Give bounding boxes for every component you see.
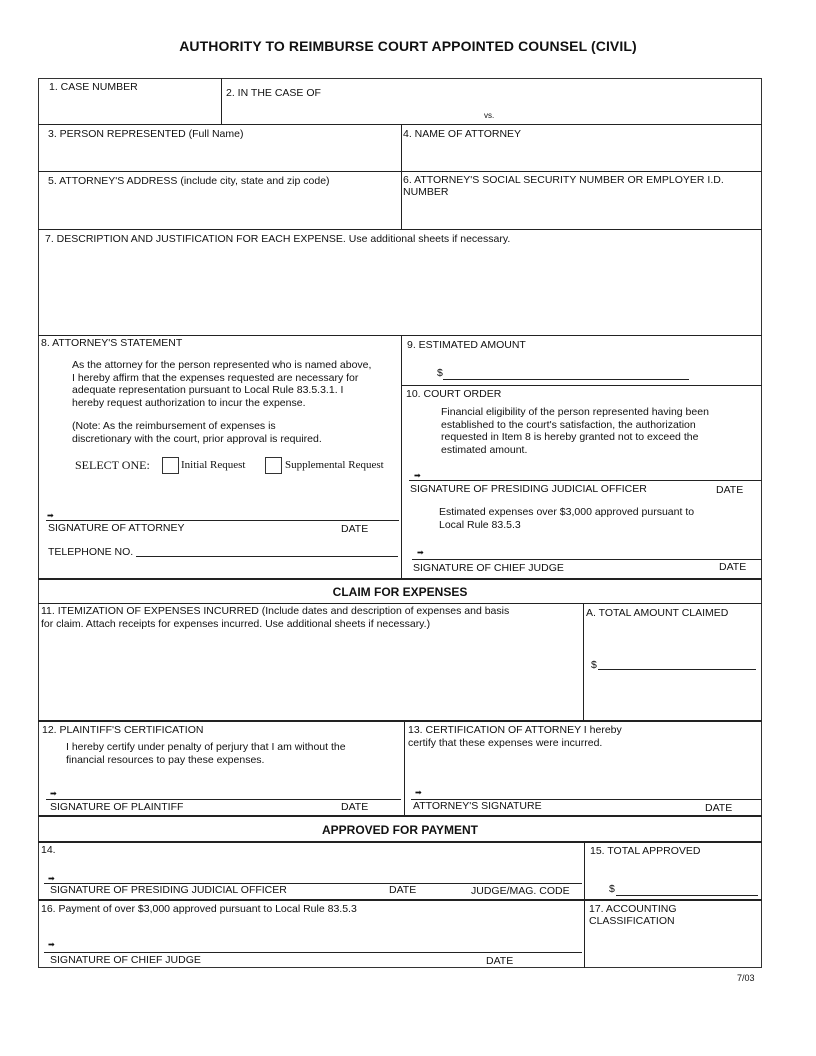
supplemental-request-label: Supplemental Request bbox=[285, 459, 384, 471]
telephone-label: TELEPHONE NO. bbox=[48, 546, 134, 558]
divider bbox=[221, 78, 222, 124]
divider bbox=[38, 720, 762, 722]
divider bbox=[38, 124, 762, 125]
signature-arrow-icon: ➡ bbox=[417, 548, 424, 557]
accounting-classification-label-2: CLASSIFICATION bbox=[589, 915, 675, 927]
description-input[interactable] bbox=[45, 250, 759, 334]
presiding-officer-signature-label: SIGNATURE OF PRESIDING JUDICIAL OFFICER bbox=[50, 884, 287, 896]
divider bbox=[38, 815, 762, 817]
item-14-label: 14. bbox=[41, 844, 56, 856]
chief-judge-payment-date-label: DATE bbox=[486, 955, 514, 967]
accounting-classification-input[interactable] bbox=[590, 935, 760, 963]
attorney-statement-label: 8. ATTORNEY'S STATEMENT bbox=[41, 337, 183, 349]
description-label: 7. DESCRIPTION AND JUSTIFICATION FOR EACH EXPENSE. Use additional sheets if necessary. bbox=[45, 233, 511, 245]
judicial-officer-signature-line[interactable] bbox=[409, 480, 762, 481]
signature-arrow-icon: ➡ bbox=[415, 788, 422, 797]
supplemental-request-checkbox[interactable] bbox=[265, 457, 282, 474]
select-one-label: SELECT ONE: bbox=[75, 458, 150, 472]
attorney-signature-line[interactable] bbox=[46, 520, 399, 521]
signature-arrow-icon: ➡ bbox=[48, 874, 55, 883]
divider bbox=[38, 229, 762, 230]
estimated-amount-label: 9. ESTIMATED AMOUNT bbox=[407, 339, 526, 351]
total-approved-currency: $ bbox=[609, 883, 615, 895]
total-claimed-label: A. TOTAL AMOUNT CLAIMED bbox=[586, 607, 729, 619]
revision-date: 7/03 bbox=[737, 973, 755, 983]
judge-mag-code-label: JUDGE/MAG. CODE bbox=[471, 885, 570, 897]
itemization-label: 11. ITEMIZATION OF EXPENSES INCURRED (Include dates and description of expenses and basis bbox=[41, 605, 510, 617]
court-order-label: 10. COURT ORDER bbox=[406, 388, 502, 400]
chief-judge-date-label: DATE bbox=[719, 561, 747, 573]
total-approved-label: 15. TOTAL APPROVED bbox=[590, 845, 701, 857]
attorney-name-label: 4. NAME OF ATTORNEY bbox=[403, 128, 522, 140]
presiding-officer-date-label: DATE bbox=[389, 884, 417, 896]
attorney-address-input[interactable] bbox=[46, 191, 400, 229]
divider bbox=[584, 841, 585, 968]
telephone-line bbox=[136, 556, 398, 557]
attorney-statement-text: As the attorney for the person represented who is named above, I hereby affirm that the expenses requested are necessary for adequate representation pursuant to Local Rule 83.5.3.1. I hereby request authorization to incur the expense. bbox=[72, 359, 372, 409]
accounting-classification-label: 17. ACCOUNTING bbox=[589, 903, 677, 915]
case-number-label: 1. CASE NUMBER bbox=[49, 81, 138, 93]
attorney-signature-date-label: DATE bbox=[341, 523, 369, 535]
divider bbox=[401, 124, 402, 230]
attorney-ssn-label-2: NUMBER bbox=[403, 186, 449, 198]
plaintiff-cert-label: 12. PLAINTIFF'S CERTIFICATION bbox=[42, 724, 204, 736]
itemization-label-2: for claim. Attach receipts for expenses incurred. Use additional sheets if necessary.) bbox=[41, 618, 431, 630]
judicial-officer-date-label: DATE bbox=[716, 484, 744, 496]
divider bbox=[583, 603, 584, 720]
plaintiff-date-label: DATE bbox=[341, 801, 369, 813]
signature-arrow-icon: ➡ bbox=[48, 940, 55, 949]
initial-request-label: Initial Request bbox=[181, 459, 246, 471]
itemization-input[interactable] bbox=[42, 634, 582, 720]
divider bbox=[38, 603, 762, 604]
estimated-amount-line bbox=[443, 379, 689, 380]
attorney-signature-label: SIGNATURE OF ATTORNEY bbox=[48, 522, 185, 534]
divider bbox=[401, 335, 402, 578]
estimated-amount-input[interactable] bbox=[444, 364, 692, 380]
chief-judge-signature-line[interactable] bbox=[412, 559, 762, 560]
divider bbox=[38, 899, 762, 901]
plaintiff-cert-text: I hereby certify under penalty of perjury that I am without the financial resources to pay these expenses. bbox=[66, 741, 346, 766]
chief-judge-signature-label: SIGNATURE OF CHIEF JUDGE bbox=[413, 562, 564, 574]
estimated-amount-currency: $ bbox=[437, 367, 443, 379]
chief-judge-payment-signature-line[interactable] bbox=[44, 952, 582, 953]
plaintiff-signature-line[interactable] bbox=[46, 799, 401, 800]
divider bbox=[38, 171, 762, 172]
court-order-text: Financial eligibility of the person represented having been established to the court's satisfaction, the authorization requested in Item 8 is hereby granted not to exceed the estimated amount. bbox=[441, 406, 709, 456]
attorney-cert-label-2: certify that these expenses were incurred. bbox=[408, 737, 603, 749]
divider bbox=[404, 720, 405, 815]
divider bbox=[38, 335, 762, 336]
in-the-case-of-label: 2. IN THE CASE OF bbox=[226, 87, 321, 99]
attorney-name-input[interactable] bbox=[406, 145, 760, 169]
total-claimed-line bbox=[598, 669, 756, 670]
plaintiff-input[interactable] bbox=[230, 100, 474, 120]
judicial-officer-signature-label: SIGNATURE OF PRESIDING JUDICIAL OFFICER bbox=[410, 483, 647, 495]
total-claimed-currency: $ bbox=[591, 659, 597, 671]
attorney-ssn-label: 6. ATTORNEY'S SOCIAL SECURITY NUMBER OR EMPLOYER I.D. bbox=[403, 174, 724, 186]
case-number-input[interactable] bbox=[45, 96, 219, 120]
defendant-input[interactable] bbox=[510, 100, 754, 120]
attorney-ssn-input[interactable] bbox=[406, 202, 760, 226]
person-represented-label: 3. PERSON REPRESENTED (Full Name) bbox=[48, 128, 244, 140]
item-16-label: 16. Payment of over $3,000 approved pursuant to Local Rule 83.5.3 bbox=[41, 903, 357, 915]
form-title: AUTHORITY TO REIMBURSE COURT APPOINTED COUNSEL (CIVIL) bbox=[179, 38, 637, 54]
over-3000-text: Estimated expenses over $3,000 approved pursuant to Local Rule 83.5.3 bbox=[439, 506, 695, 531]
signature-arrow-icon: ➡ bbox=[50, 789, 57, 798]
attorney-cert-date-label: DATE bbox=[705, 802, 733, 814]
attorney-cert-label: 13. CERTIFICATION OF ATTORNEY I hereby bbox=[408, 724, 622, 736]
divider bbox=[38, 841, 762, 843]
total-approved-input[interactable] bbox=[617, 880, 761, 896]
initial-request-checkbox[interactable] bbox=[162, 457, 179, 474]
attorney-statement-note: (Note: As the reimbursement of expenses is discretionary with the court, prior approval is required. bbox=[72, 420, 322, 445]
total-approved-line bbox=[616, 895, 758, 896]
divider bbox=[401, 385, 762, 386]
vs-label: vs. bbox=[484, 111, 495, 120]
plaintiff-signature-label: SIGNATURE OF PLAINTIFF bbox=[50, 801, 184, 813]
divider bbox=[38, 578, 762, 580]
attorney-cert-signature-label: ATTORNEY'S SIGNATURE bbox=[413, 800, 542, 812]
claim-for-expenses-header: CLAIM FOR EXPENSES bbox=[332, 585, 468, 599]
signature-arrow-icon: ➡ bbox=[47, 511, 54, 520]
chief-judge-payment-signature-label: SIGNATURE OF CHIEF JUDGE bbox=[50, 954, 201, 966]
approved-for-payment-header: APPROVED FOR PAYMENT bbox=[321, 823, 479, 837]
person-represented-input[interactable] bbox=[46, 145, 400, 169]
signature-arrow-icon: ➡ bbox=[414, 471, 421, 480]
attorney-address-label: 5. ATTORNEY'S ADDRESS (include city, state and zip code) bbox=[48, 175, 330, 187]
